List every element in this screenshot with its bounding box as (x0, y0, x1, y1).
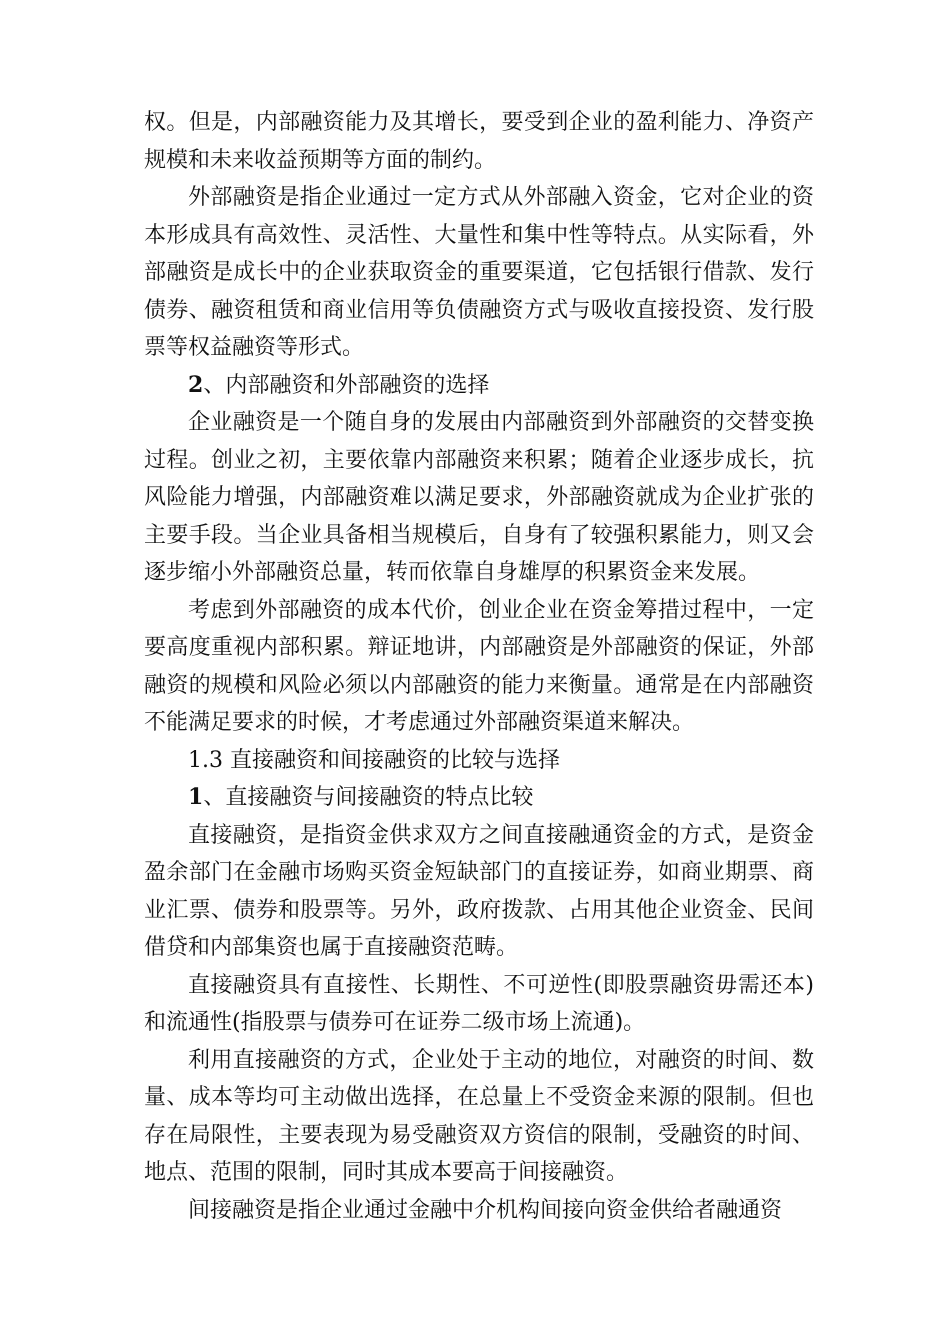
paragraph-continuation: 权。但是，内部融资能力及其增长，要受到企业的盈利能力、净资产规模和未来收益预期等方面的制约。 (144, 110, 814, 173)
heading-text: 、直接融资与间接融资的特点比较 (203, 785, 534, 810)
heading-text: 、内部融资和外部融资的选择 (203, 372, 490, 398)
paragraph-direct-financing-pros-cons: 利用直接融资的方式，企业处于主动的地位，对融资的时间、数量、成本等均可主动做出选择，在总量上不受资金来源的限制。但也存在局限性，主要表现为易受融资双方资信的限制，受融资的时间、地点、范围的限制，同时其成本要高于间接融资。 (144, 1047, 814, 1185)
paragraph-internal-accumulation: 考虑到外部融资的成本代价，创业企业在资金筹措过程中，一定要高度重视内部积累。辩证地讲，内部融资是外部融资的保证，外部融资的规模和风险必须以内部融资的能力来衡量。通常是在内部融资不能满足要求的时候，才考虑通过外部融资渠道来解决。 (144, 597, 814, 735)
paragraph-external-financing: 外部融资是指企业通过一定方式从外部融入资金，它对企业的资本形成具有高效性、灵活性、大量性和集中性等特点。从实际看，外部融资是成长中的企业获取资金的重要渠道，它包括银行借款、发行债券、融资租赁和商业信用等负债融资方式与吸收直接投资、发行股票等权益融资等形式。 (144, 185, 814, 360)
heading-text: 直接融资和间接融资的比较与选择 (223, 747, 560, 773)
paragraph-financing-process: 企业融资是一个随自身的发展由内部融资到外部融资的交替变换过程。创业之初，主要依靠内部融资来积累；随着企业逐步成长，抗风险能力增强，内部融资难以满足要求，外部融资就成为企业扩张的主要手段。当企业具备相当规模后，自身有了较强积累能力，则又会逐步缩小外部融资总量，转而依靠自身雄厚的积累资金来发展。 (144, 410, 814, 585)
document-body (144, 104, 814, 1229)
heading-number: 1.3 (188, 747, 223, 773)
heading-number: 1 (188, 784, 204, 810)
paragraph-indirect-financing: 间接融资是指企业通过金融中介机构间接向资金供给者融通资 (188, 1197, 783, 1223)
paragraph-direct-financing-features: 直接融资具有直接性、长期性、不可逆性(即股票融资毋需还本)和流通性(指股票与债券可在证券二级市场上流通)。 (144, 972, 814, 1035)
section-heading-direct-indirect-comparison (144, 779, 814, 817)
section-heading-internal-external-choice (144, 367, 814, 405)
heading-number: 2 (188, 371, 204, 398)
section-heading-1-3 (144, 742, 814, 780)
paragraph-direct-financing-definition: 直接融资，是指资金供求双方之间直接融通资金的方式，是资金盈余部门在金融市场购买资金短缺部门的直接证券，如商业期票、商业汇票、债券和股票等。另外，政府拨款、占用其他企业资金、民间借贷和内部集资也属于直接融资范畴。 (144, 822, 814, 960)
